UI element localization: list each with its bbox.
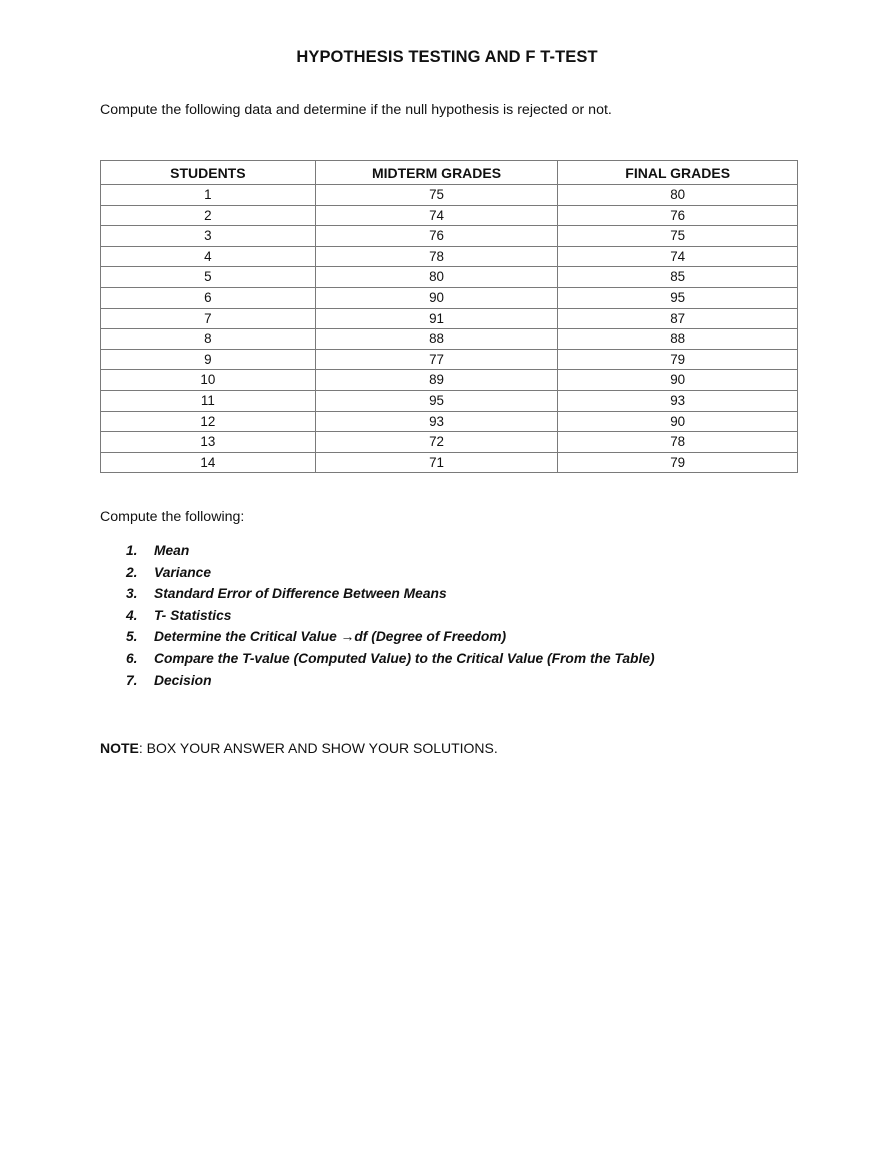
final-grade-cell: 87 xyxy=(558,308,798,329)
final-grade-cell: 75 xyxy=(558,226,798,247)
task-item xyxy=(126,564,655,586)
task-number: 1. xyxy=(126,543,138,558)
table-row xyxy=(101,329,798,350)
task-number: 3. xyxy=(126,586,138,602)
task-item xyxy=(126,650,655,672)
instructions-text: Compute the following data and determine if the null hypothesis is rejected or not. xyxy=(100,102,612,118)
task-item xyxy=(126,672,655,694)
final-grade-cell: 79 xyxy=(558,452,798,473)
task-text: Standard Error of Difference Between Means xyxy=(154,586,447,602)
midterm-grade-cell: 75 xyxy=(315,185,558,206)
table-body xyxy=(101,185,798,473)
task-text: Compare the T-value (Computed Value) to the Critical Value (From the Table) xyxy=(154,650,655,666)
grades-table xyxy=(100,160,798,473)
column-header-students: STUDENTS xyxy=(101,161,316,185)
task-item xyxy=(126,607,655,629)
student-number-cell: 7 xyxy=(101,308,316,329)
midterm-grade-cell: 88 xyxy=(315,329,558,350)
midterm-grade-cell: 89 xyxy=(315,370,558,391)
midterm-grade-cell: 76 xyxy=(315,226,558,247)
midterm-grade-cell: 71 xyxy=(315,452,558,473)
task-list xyxy=(126,542,655,693)
final-grade-cell: 85 xyxy=(558,267,798,288)
task-number: 4. xyxy=(126,607,138,623)
student-number-cell: 13 xyxy=(101,432,316,453)
task-number: 7. xyxy=(126,672,138,688)
table-row xyxy=(101,370,798,391)
final-grade-cell: 74 xyxy=(558,246,798,267)
student-number-cell: 2 xyxy=(101,205,316,226)
compute-heading: Compute the following: xyxy=(100,509,245,525)
midterm-grade-cell: 95 xyxy=(315,390,558,411)
task-number: 6. xyxy=(126,650,138,666)
table-header-row xyxy=(101,161,798,185)
student-number-cell: 5 xyxy=(101,267,316,288)
task-text: Determine the Critical Value →df (Degree of Freedom) xyxy=(154,629,507,645)
task-number: 5. xyxy=(126,629,138,645)
note xyxy=(100,740,498,756)
column-header-final-grades: FINAL GRADES xyxy=(558,161,798,185)
task-text: Mean xyxy=(154,543,190,558)
task-item xyxy=(126,628,655,650)
task-text: Variance xyxy=(154,564,212,580)
midterm-grade-cell: 91 xyxy=(315,308,558,329)
student-number-cell: 6 xyxy=(101,287,316,308)
final-grade-cell: 90 xyxy=(558,370,798,391)
student-number-cell: 10 xyxy=(101,370,316,391)
student-number-cell: 14 xyxy=(101,452,316,473)
table-row xyxy=(101,411,798,432)
final-grade-cell: 95 xyxy=(558,287,798,308)
task-text: T- Statistics xyxy=(154,607,232,623)
task-text: Decision xyxy=(154,672,212,688)
midterm-grade-cell: 74 xyxy=(315,205,558,226)
student-number-cell: 3 xyxy=(101,226,316,247)
task-item xyxy=(126,542,655,564)
task-item xyxy=(126,585,655,607)
student-number-cell: 12 xyxy=(101,411,316,432)
note-text: : BOX YOUR ANSWER AND SHOW YOUR SOLUTIONS. xyxy=(138,740,498,756)
midterm-grade-cell: 80 xyxy=(315,267,558,288)
table-row xyxy=(101,349,798,370)
table-row xyxy=(101,287,798,308)
midterm-grade-cell: 78 xyxy=(315,246,558,267)
table-row xyxy=(101,308,798,329)
task-number: 2. xyxy=(126,564,138,580)
student-number-cell: 4 xyxy=(101,246,316,267)
table-row xyxy=(101,205,798,226)
table-row xyxy=(101,226,798,247)
final-grade-cell: 79 xyxy=(558,349,798,370)
midterm-grade-cell: 90 xyxy=(315,287,558,308)
final-grade-cell: 90 xyxy=(558,411,798,432)
page-title: HYPOTHESIS TESTING AND F T-TEST xyxy=(296,48,598,66)
student-number-cell: 9 xyxy=(101,349,316,370)
table-row xyxy=(101,390,798,411)
final-grade-cell: 80 xyxy=(558,185,798,206)
student-number-cell: 1 xyxy=(101,185,316,206)
table-row xyxy=(101,246,798,267)
midterm-grade-cell: 72 xyxy=(315,432,558,453)
column-header-midterm-grades: MIDTERM GRADES xyxy=(315,161,558,185)
final-grade-cell: 88 xyxy=(558,329,798,350)
table-row xyxy=(101,267,798,288)
table-row xyxy=(101,432,798,453)
student-number-cell: 11 xyxy=(101,390,316,411)
student-number-cell: 8 xyxy=(101,329,316,350)
final-grade-cell: 76 xyxy=(558,205,798,226)
table-row xyxy=(101,185,798,206)
note-label: NOTE xyxy=(100,740,139,756)
final-grade-cell: 78 xyxy=(558,432,798,453)
table-row xyxy=(101,452,798,473)
midterm-grade-cell: 93 xyxy=(315,411,558,432)
final-grade-cell: 93 xyxy=(558,390,798,411)
midterm-grade-cell: 77 xyxy=(315,349,558,370)
